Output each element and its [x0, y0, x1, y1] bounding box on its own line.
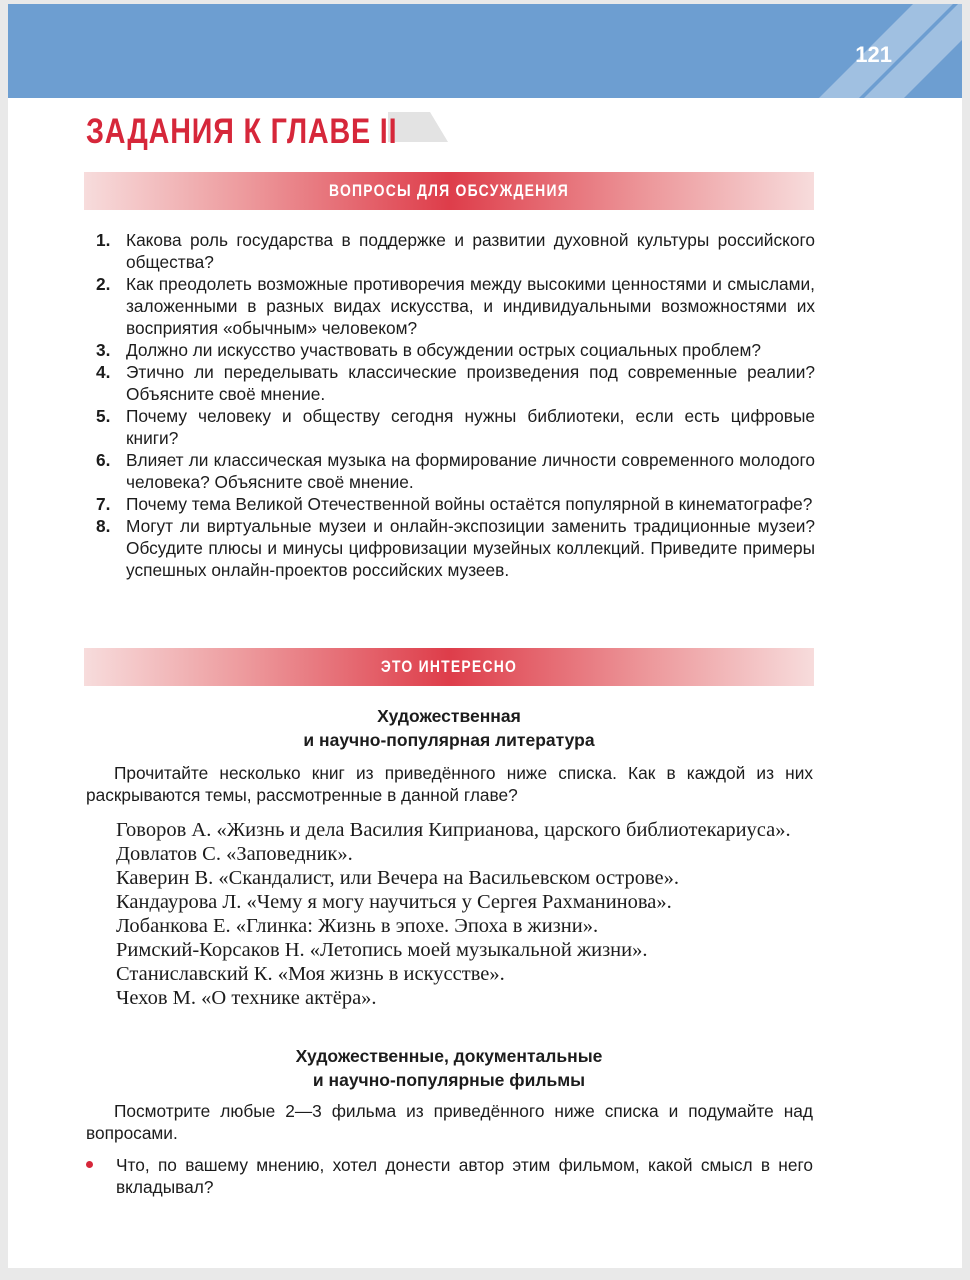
section-band-questions: [84, 172, 814, 210]
question-text: Почему тема Великой Отечественной войны остаётся популярной в кинематографе?: [126, 494, 813, 514]
films-bullet-item: [86, 1154, 813, 1198]
question-item: [90, 339, 815, 361]
question-text: Влияет ли классическая музыка на формирование личности современного молодого человека? Объясните своё мнение.: [126, 450, 815, 492]
book-item: Римский-Корсаков Н. «Летопись моей музыкальной жизни».: [116, 939, 648, 961]
section-label-questions: ВОПРОСЫ ДЛЯ ОБСУЖДЕНИЯ: [329, 181, 569, 200]
textbook-page: [8, 4, 962, 1268]
question-item: [90, 405, 815, 449]
question-number: 6.: [96, 450, 111, 470]
question-item: [90, 515, 815, 581]
question-item: [90, 449, 815, 493]
page-header-bar: [8, 4, 962, 98]
questions-list: [90, 229, 815, 581]
section-label-interesting: ЭТО ИНТЕРЕСНО: [380, 657, 518, 676]
films-heading: [84, 1044, 814, 1092]
bullet-dot-icon: [86, 1161, 93, 1168]
literature-heading-line2: и научно-популярная литература: [303, 730, 595, 750]
films-bullet-text: Что, по вашему мнению, хотел донести автор этим фильмом, какой смысл в него вкладывал?: [116, 1155, 813, 1197]
question-text: Как преодолеть возможные противоречия между высокими ценностями и смыслами, заложенными в разных видах искусства, и индивидуальными возможностями их восприятия «обычным» человеком?: [126, 274, 815, 338]
films-intro: Посмотрите любые 2—3 фильма из приведённого ниже списка и подумайте над вопросами.: [86, 1101, 813, 1143]
question-number: 4.: [96, 362, 111, 382]
question-text: Должно ли искусство участвовать в обсуждении острых социальных проблем?: [126, 340, 762, 360]
question-number: 5.: [96, 406, 111, 426]
book-item: Говоров А. «Жизнь и дела Василия Киприанова, царского библиотекариуса».: [116, 819, 791, 841]
question-text: Этично ли переделывать классические произведения под современные реалии? Объясните своё мнение.: [126, 362, 815, 404]
question-number: 3.: [96, 340, 111, 360]
section-band-interesting: [84, 648, 814, 686]
book-item: Станиславский К. «Моя жизнь в искусстве».: [116, 963, 505, 985]
question-text: Какова роль государства в поддержке и развитии духовной культуры российского общества?: [126, 230, 815, 272]
question-item: [90, 493, 815, 515]
page-number: 121: [855, 42, 892, 67]
question-number: 1.: [96, 230, 111, 250]
question-item: [90, 361, 815, 405]
question-number: 8.: [96, 516, 111, 536]
chapter-title: ЗАДАНИЯ К ГЛАВЕ II: [86, 112, 398, 151]
question-text: Почему человеку и обществу сегодня нужны библиотеки, если есть цифровые книги?: [126, 406, 815, 448]
films-heading-line1: Художественные, документальные: [295, 1046, 603, 1066]
literature-heading-line1: Художественная: [377, 706, 521, 726]
book-item: Кандаурова Л. «Чему я могу научиться у Сергея Рахманинова».: [116, 891, 672, 913]
book-list: [86, 818, 813, 1010]
films-heading-line2: и научно-популярные фильмы: [312, 1070, 586, 1090]
book-item: Лобанкова Е. «Глинка: Жизнь в эпохе. Эпоха в жизни».: [116, 915, 599, 937]
book-item: Каверин В. «Скандалист, или Вечера на Васильевском острове».: [116, 867, 680, 889]
question-number: 2.: [96, 274, 111, 294]
question-text: Могут ли виртуальные музеи и онлайн-экспозиции заменить традиционные музеи? Обсудите плюсы и минусы цифровизации музейных коллекций. Приведите примеры успешных онлайн-проектов российских музеев.: [126, 516, 815, 580]
literature-intro: Прочитайте несколько книг из приведённого ниже списка. Как в каждой из них раскрываются темы, рассмотренные в данной главе?: [86, 763, 813, 805]
question-number: 7.: [96, 494, 111, 514]
literature-heading: [84, 704, 814, 752]
book-item: Довлатов С. «Заповедник».: [116, 843, 353, 865]
question-item: [90, 273, 815, 339]
question-item: [90, 229, 815, 273]
book-item: Чехов М. «О технике актёра».: [116, 987, 377, 1009]
